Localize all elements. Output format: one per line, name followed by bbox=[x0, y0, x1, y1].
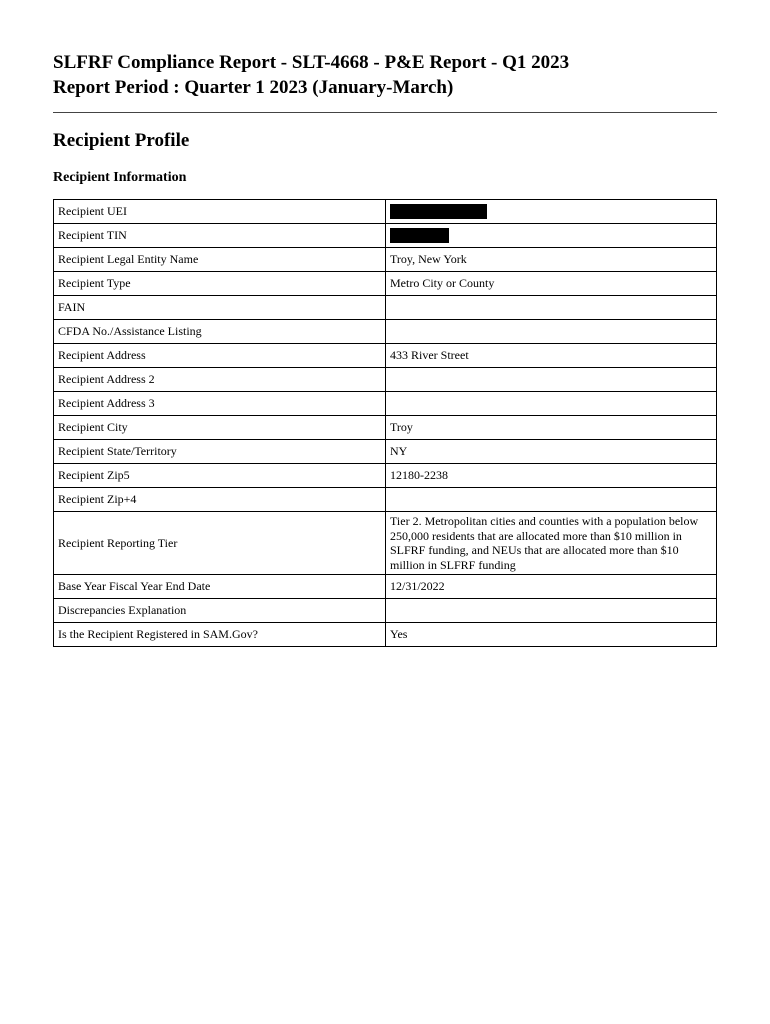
row-label: Discrepancies Explanation bbox=[54, 599, 386, 623]
row-value: Troy, New York bbox=[386, 248, 717, 272]
table-row bbox=[54, 599, 717, 623]
row-value: Metro City or County bbox=[386, 272, 717, 296]
table-row bbox=[54, 320, 717, 344]
row-value bbox=[386, 224, 717, 248]
table-row bbox=[54, 416, 717, 440]
redaction-block bbox=[390, 228, 449, 243]
row-label: Recipient Zip5 bbox=[54, 464, 386, 488]
section-title: Recipient Profile bbox=[53, 130, 190, 151]
row-label: Is the Recipient Registered in SAM.Gov? bbox=[54, 623, 386, 647]
report-title: SLFRF Compliance Report - SLT-4668 - P&E Report - Q1 2023 bbox=[53, 52, 570, 73]
table-row bbox=[54, 464, 717, 488]
recipient-info-table bbox=[53, 199, 717, 647]
row-value bbox=[386, 488, 717, 512]
row-value bbox=[386, 392, 717, 416]
row-label: Recipient Type bbox=[54, 272, 386, 296]
table-row bbox=[54, 344, 717, 368]
report-page bbox=[53, 50, 717, 647]
row-value: Troy bbox=[386, 416, 717, 440]
row-label: FAIN bbox=[54, 296, 386, 320]
table-row bbox=[54, 575, 717, 599]
row-label: Recipient Legal Entity Name bbox=[54, 248, 386, 272]
row-value bbox=[386, 296, 717, 320]
row-value bbox=[386, 599, 717, 623]
table-row bbox=[54, 623, 717, 647]
table-row bbox=[54, 368, 717, 392]
row-label: Recipient City bbox=[54, 416, 386, 440]
table-row bbox=[54, 296, 717, 320]
table-row bbox=[54, 512, 717, 575]
table-row bbox=[54, 488, 717, 512]
table-row bbox=[54, 200, 717, 224]
row-label: Recipient Address 2 bbox=[54, 368, 386, 392]
section-subtitle: Recipient Information bbox=[53, 170, 187, 185]
row-label: Recipient TIN bbox=[54, 224, 386, 248]
row-label: Recipient State/Territory bbox=[54, 440, 386, 464]
row-label: Recipient Address bbox=[54, 344, 386, 368]
row-value: 12/31/2022 bbox=[386, 575, 717, 599]
row-label: Recipient UEI bbox=[54, 200, 386, 224]
table-row bbox=[54, 248, 717, 272]
row-value bbox=[386, 200, 717, 224]
row-value: Tier 2. Metropolitan cities and counties with a population below 250,000 residents that are allocated more than $10 million in SLFRF funding, and NEUs that are allocated more than $10 million in SLFRF funding bbox=[386, 512, 717, 575]
report-period: Report Period : Quarter 1 2023 (January-March) bbox=[53, 77, 454, 98]
table-row bbox=[54, 440, 717, 464]
row-value: NY bbox=[386, 440, 717, 464]
header-divider bbox=[53, 112, 717, 113]
row-label: Recipient Reporting Tier bbox=[54, 512, 386, 575]
row-value bbox=[386, 320, 717, 344]
row-value: 12180-2238 bbox=[386, 464, 717, 488]
row-value bbox=[386, 368, 717, 392]
row-value: Yes bbox=[386, 623, 717, 647]
row-label: Recipient Address 3 bbox=[54, 392, 386, 416]
table-row bbox=[54, 224, 717, 248]
row-label: CFDA No./Assistance Listing bbox=[54, 320, 386, 344]
table-row bbox=[54, 392, 717, 416]
row-value: 433 River Street bbox=[386, 344, 717, 368]
report-header bbox=[53, 50, 717, 100]
redaction-block bbox=[390, 204, 487, 219]
row-label: Recipient Zip+4 bbox=[54, 488, 386, 512]
row-label: Base Year Fiscal Year End Date bbox=[54, 575, 386, 599]
table-row bbox=[54, 272, 717, 296]
